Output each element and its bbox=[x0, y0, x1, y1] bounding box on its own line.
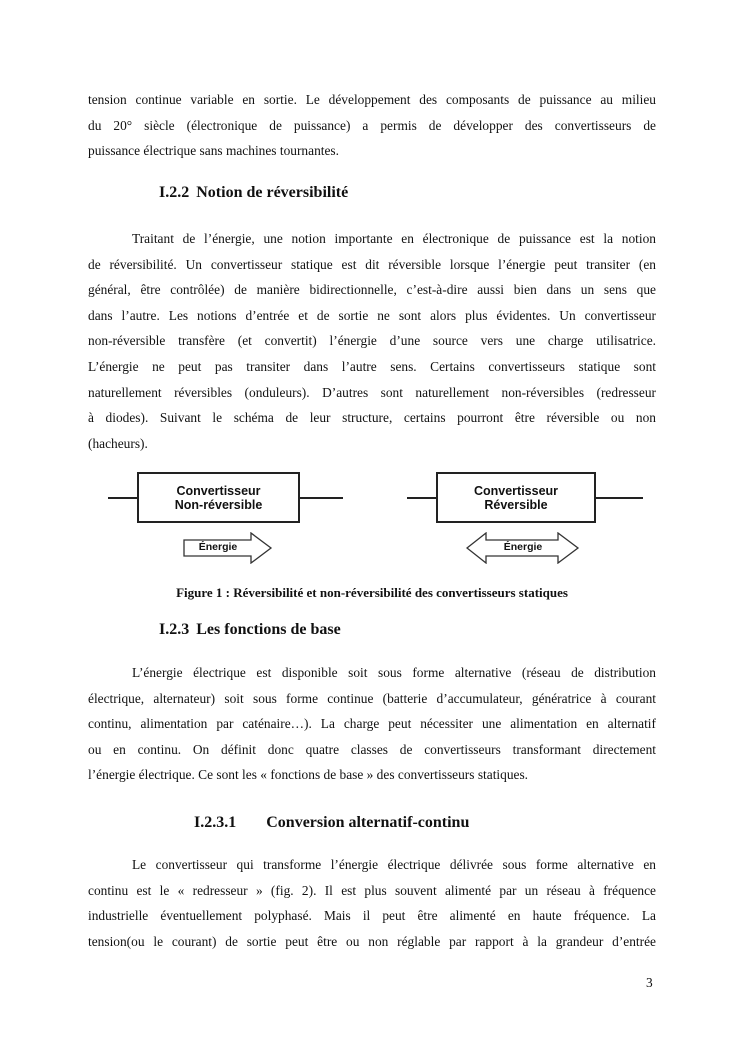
section-number: I.2.3.1 bbox=[194, 814, 237, 831]
text-line: non-réversible transfère (et convertit) l’énergie d’une source vers une charge utilisatrice. bbox=[88, 333, 656, 349]
text-line: continu, alimentation par caténaire…). La charge peut nécessiter une alimentation en alternatif bbox=[88, 716, 656, 732]
converter-box-reversible bbox=[436, 472, 596, 523]
text-line: dans l’autre. Les notions d’entrée et de sortie ne sont alors plus évidentes. Un convertisseur bbox=[88, 307, 656, 323]
section-number: I.2.3 bbox=[159, 621, 190, 638]
figure-reversibility bbox=[88, 468, 656, 568]
input-wire bbox=[108, 497, 138, 499]
text-line: l’énergie électrique. Ce sont les « fonctions de base » des convertisseurs statiques. bbox=[88, 767, 529, 783]
converter-box-non-reversible bbox=[137, 472, 300, 523]
output-wire bbox=[299, 497, 343, 499]
section-title: Conversion alternatif-continu bbox=[266, 814, 470, 831]
figure-caption: Figure 1 : Réversibilité et non-réversibilité des convertisseurs statiques bbox=[176, 585, 568, 600]
section-number: I.2.2 bbox=[159, 184, 190, 201]
text-line: Traitant de l’énergie, une notion importante en électronique de puissance est la notion bbox=[132, 231, 656, 246]
box-line: Convertisseur bbox=[176, 484, 261, 498]
text-line: électrique, alternateur) soit sous forme continue (batterie d’accumulateur, génératrice à courant bbox=[88, 690, 656, 706]
input-wire bbox=[407, 497, 437, 499]
text-line: Le convertisseur qui transforme l’énergie électrique délivrée sous forme alternative en bbox=[132, 857, 656, 872]
text-line: (hacheurs). bbox=[88, 435, 148, 451]
paragraph-reversibility bbox=[88, 226, 656, 456]
page-number: 3 bbox=[646, 975, 653, 990]
text-line: L’énergie ne peut pas transiter dans l’autre sens. Certains convertisseurs statique sont bbox=[88, 358, 656, 374]
text-line: tension(ou le courant) de sortie peut être ou non réglable par rapport à la grandeur d’entrée bbox=[88, 933, 656, 949]
paragraph-intro bbox=[88, 87, 656, 164]
arrow-label: Énergie bbox=[198, 541, 238, 553]
text-line: continu est le « redresseur » (fig. 2). Il est plus souvent alimenté par un réseau à fréquence bbox=[88, 882, 656, 898]
text-line: tension continue variable en sortie. Le développement des composants de puissance au milieu bbox=[88, 92, 656, 107]
paragraph-ac-dc bbox=[88, 852, 656, 954]
section-heading-2-3 bbox=[159, 621, 341, 639]
output-wire bbox=[595, 497, 643, 499]
text-line: L’énergie électrique est disponible soit sous forme alternative (réseau de distribution bbox=[132, 665, 656, 680]
section-title: Les fonctions de base bbox=[196, 621, 341, 638]
text-line: à diodes). Suivant le schéma de leur structure, certains pourront être réversible ou non bbox=[88, 410, 656, 426]
text-line: de réversibilité. Un convertisseur statique est dit réversible lorsque l’énergie peut transiter (en bbox=[88, 256, 656, 272]
section-heading-2-3-1 bbox=[194, 814, 469, 832]
text-line: du 20° siècle (électronique de puissance) a permis de développer des convertisseurs de bbox=[88, 117, 656, 133]
box-line: Réversible bbox=[484, 498, 548, 512]
text-line: industrielle éventuellement polyphasé. Mais il peut être alimenté en haute fréquence. La bbox=[88, 908, 656, 924]
paragraph-basic-functions bbox=[88, 660, 656, 788]
text-line: ou en continu. On définit donc quatre classes de convertisseurs transformant directement bbox=[88, 741, 656, 757]
text-line: naturellement réversibles (onduleurs). D’autres sont naturellement non-réversibles (redresseur bbox=[88, 384, 656, 400]
box-line: Non-réversible bbox=[174, 498, 263, 512]
section-title: Notion de réversibilité bbox=[196, 184, 349, 201]
box-line: Convertisseur bbox=[473, 484, 559, 498]
text-line: puissance électrique sans machines tournantes. bbox=[88, 143, 339, 159]
section-heading-2-2 bbox=[159, 184, 348, 202]
arrow-label: Énergie bbox=[503, 541, 543, 553]
text-line: général, être contrôlée) de manière bidirectionnelle, c’est-à-dire aussi bien dans un sens que bbox=[88, 282, 656, 298]
